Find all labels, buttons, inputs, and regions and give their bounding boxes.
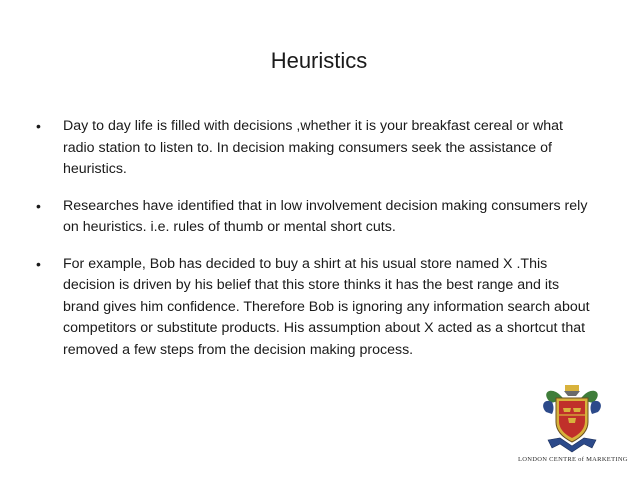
bullet-text: For example, Bob has decided to buy a shirt at his usual store named X .This decision is driven by his belief that this store thinks it has the best range and its brand gives him confidence. Therefore Bob is ignoring any information search about competitors or substitute products. His assumption about X acted as a shortcut that removed a few steps from the decision making process. xyxy=(63,255,590,358)
bullet-list xyxy=(36,116,596,361)
london-centre-of-marketing-logo xyxy=(518,384,626,476)
bullet-text: Researches have identified that in low involvement decision making consumers rely on heuristics. i.e. rules of thumb or mental short cuts. xyxy=(63,197,588,235)
bullet-text: Day to day life is filled with decisions ,whether it is your breakfast cereal or what radio station to listen to. In decision making consumers seek the assistance of heuristics. xyxy=(63,118,563,177)
logo-text: LONDON CENTRE of MARKETING xyxy=(518,456,628,463)
bullet-item xyxy=(36,196,596,239)
bullet-marker: • xyxy=(36,118,41,134)
bullet-item xyxy=(36,116,596,181)
slide-title: Heuristics xyxy=(270,48,368,73)
bullet-item xyxy=(36,254,596,362)
crest-icon xyxy=(540,384,604,454)
bullet-marker: • xyxy=(36,255,41,272)
bullet-marker: • xyxy=(36,197,41,214)
